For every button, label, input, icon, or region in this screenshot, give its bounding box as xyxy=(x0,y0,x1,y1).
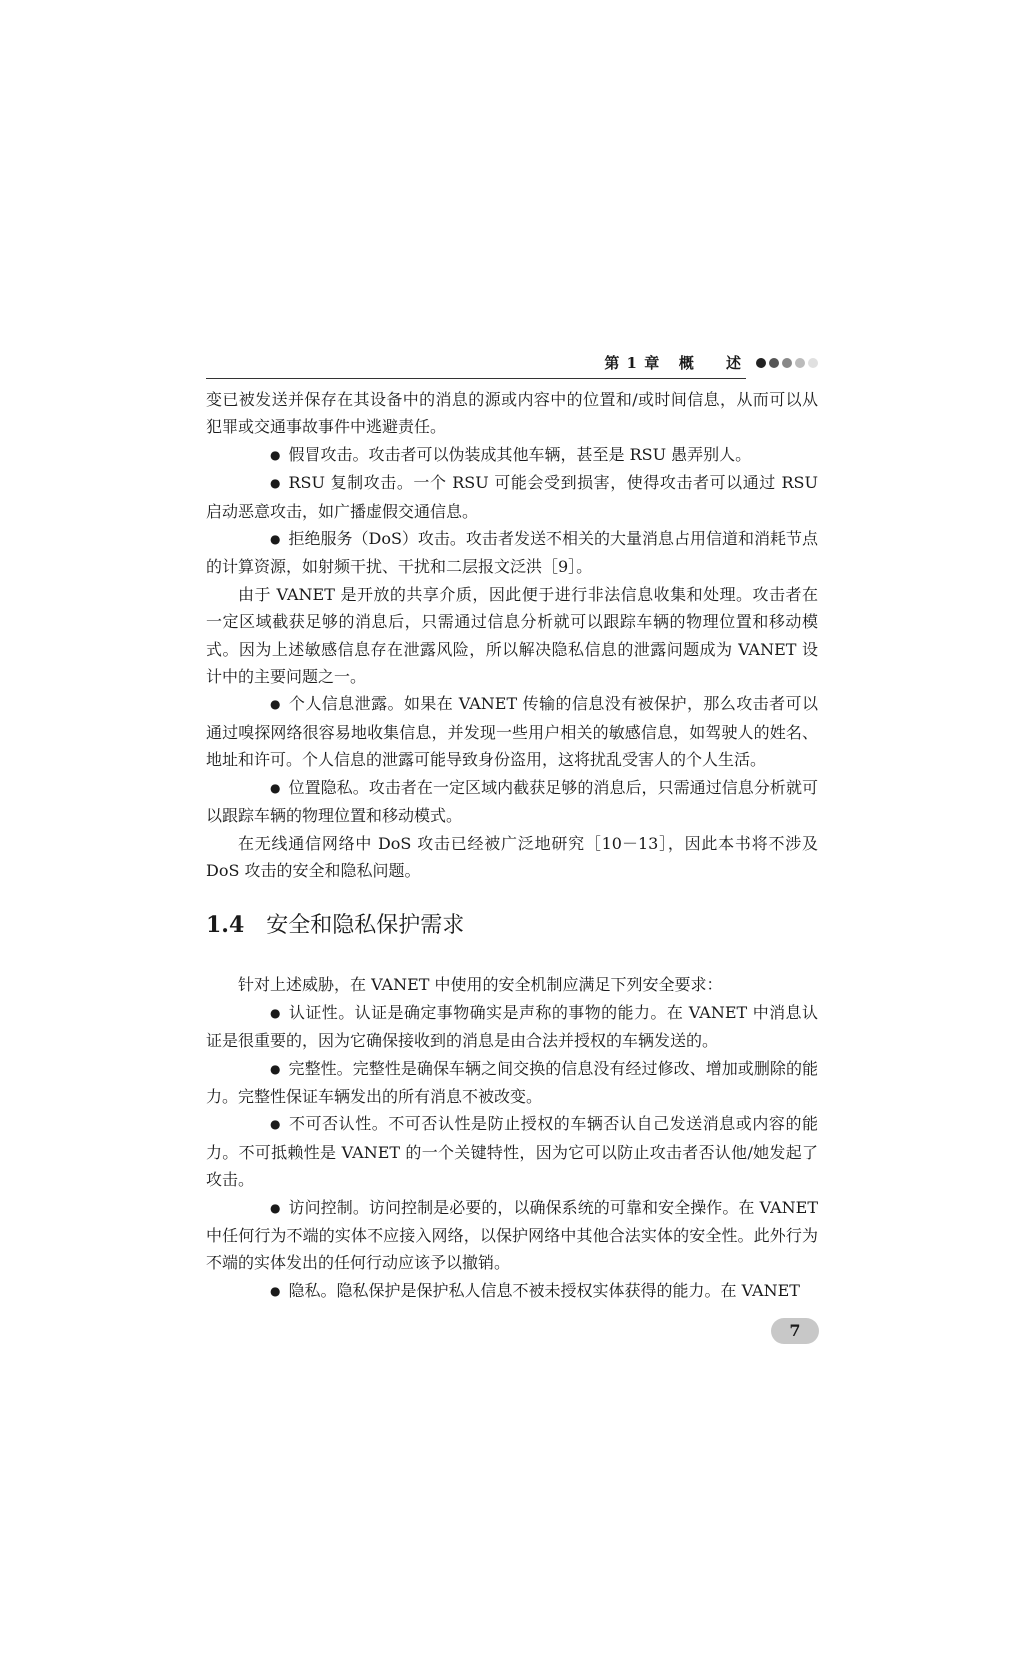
paragraph: 由于 VANET 是开放的共享介质，因此便于进行非法信息收集和处理。攻击者在一定区域截获足够的消息后，只需通过信息分析就可以跟踪车辆的物理位置和移动模式。因为上述敏感信息存在泄露风险，所以解决隐私信息的泄露问题成为 VANET 设计中的主要问题之一。 xyxy=(206,584,818,687)
bullet-icon: ● xyxy=(270,1283,281,1298)
bullet-item xyxy=(206,441,818,469)
paragraphs-top xyxy=(206,386,818,884)
bullet-text: RSU 复制攻击。一个 RSU 可能会受到损害，使得攻击者可以通过 RSU 启动恶意攻击，如广播虚假交通信息。 xyxy=(206,473,818,521)
bullet-item xyxy=(206,1055,818,1111)
bullet-icon: ● xyxy=(270,532,281,547)
running-header xyxy=(206,352,818,376)
paragraph: 变已被发送并保存在其设备中的消息的源或内容中的位置和/或时间信息，从而可以从犯罪或交通事故事件中逃避责任。 xyxy=(206,390,818,437)
bullet-text: 个人信息泄露。如果在 VANET 传输的信息没有被保护，那么攻击者可以通过嗅探网络很容易地收集信息，并发现一些用户相关的敏感信息，如驾驶人的姓名、地址和许可。个人信息的泄露可能导致身份盗用，这将扰乱受害人的个人生活。 xyxy=(206,694,818,770)
bullet-text: 隐私。隐私保护是保护私人信息不被未授权实体获得的能力。在 VANET xyxy=(288,1280,800,1300)
bullet-icon: ● xyxy=(270,1005,281,1020)
bullet-text: 不可否认性。不可否认性是防止授权的车辆否认自己发送消息或内容的能力。不可抵赖性是 VANET 的一个关键特性，因为它可以防止攻击者否认他/她发起了攻击。 xyxy=(206,1114,818,1190)
dot-icon xyxy=(782,358,792,368)
header-rule xyxy=(206,378,746,379)
bullet-item xyxy=(206,1277,818,1305)
section-number: 1.4 xyxy=(206,912,245,939)
dot-icon xyxy=(808,358,818,368)
page-number: 7 xyxy=(771,1318,819,1344)
bullet-item xyxy=(206,999,818,1055)
header-dots xyxy=(756,358,818,370)
section-title: 安全和隐私保护需求 xyxy=(266,913,465,939)
bullet-text: 认证性。认证是确定事物确实是声称的事物的能力。在 VANET 中消息认证是很重要的，因为它确保接收到的消息是由合法并授权的车辆发送的。 xyxy=(206,1002,818,1051)
bullet-text: 访问控制。访问控制是必要的，以确保系统的可靠和安全操作。在 VANET中任何行为不端的实体不应接入网络，以保护网络中其他合法实体的安全性。此外行为不端的实体发出的任何行动应该予以撤销。 xyxy=(206,1197,818,1273)
bullet-item xyxy=(206,774,818,830)
bullet-text: 假冒攻击。攻击者可以伪装成其他车辆，甚至是 RSU 愚弄别人。 xyxy=(288,444,752,464)
chapter-title: 第 1 章 概 述 xyxy=(604,354,742,372)
dot-icon xyxy=(756,358,766,368)
paragraphs-bottom xyxy=(206,971,818,1305)
bullet-item xyxy=(206,690,818,773)
bullet-icon: ● xyxy=(270,476,281,491)
bullet-icon: ● xyxy=(270,780,281,795)
bullet-icon: ● xyxy=(270,1117,281,1132)
bullet-text: 完整性。完整性是确保车辆之间交换的信息没有经过修改、增加或删除的能力。完整性保证车辆发出的所有消息不被改变。 xyxy=(206,1058,818,1106)
bullet-item xyxy=(206,1110,818,1193)
paragraph: 在无线通信网络中 DoS 攻击已经被广泛地研究［10－13］，因此本书将不涉及 DoS 攻击的安全和隐私问题。 xyxy=(206,833,818,880)
body-text xyxy=(206,386,818,1305)
bullet-text: 位置隐私。攻击者在一定区域内截获足够的消息后，只需通过信息分析就可以跟踪车辆的物理位置和移动模式。 xyxy=(206,777,818,826)
dot-icon xyxy=(795,358,805,368)
dot-icon xyxy=(769,358,779,368)
bullet-icon: ● xyxy=(270,1200,281,1215)
bullet-item xyxy=(206,525,818,581)
bullet-item xyxy=(206,469,818,525)
section-heading xyxy=(206,910,818,941)
bullet-icon: ● xyxy=(270,697,281,712)
bullet-text: 拒绝服务（DoS）攻击。攻击者发送不相关的大量消息占用信道和消耗节点的计算资源，如射频干扰、干扰和二层报文泛洪［9］。 xyxy=(206,529,818,577)
paragraph: 针对上述威胁，在 VANET 中使用的安全机制应满足下列安全要求： xyxy=(238,975,723,995)
bullet-icon: ● xyxy=(270,447,281,462)
bullet-icon: ● xyxy=(270,1061,281,1076)
bullet-item xyxy=(206,1194,818,1277)
